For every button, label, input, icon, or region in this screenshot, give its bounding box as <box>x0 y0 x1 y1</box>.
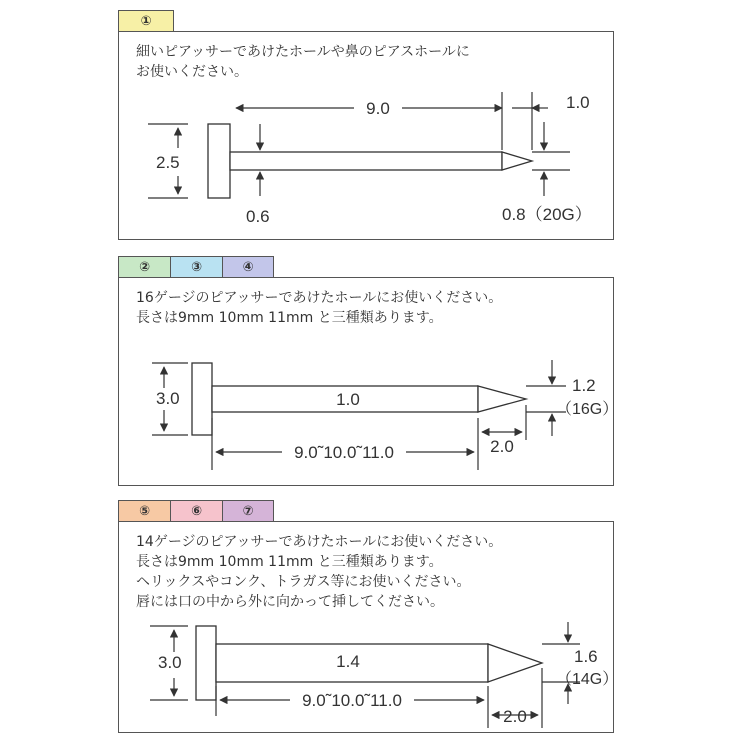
dim-tip: 0.8（20G） <box>502 205 592 224</box>
dim-tip: 1.6 <box>574 647 598 666</box>
tab-4: ④ <box>222 256 274 278</box>
dim-gauge: （16G） <box>556 401 619 418</box>
dim-tip-length: 2.0 <box>490 437 514 456</box>
tab-1: ① <box>118 10 174 32</box>
labret-20g-drawing <box>208 124 570 198</box>
dim-gauge: （14G） <box>556 671 619 688</box>
dim-tip: 1.2 <box>572 376 596 395</box>
tab-5: ⑤ <box>118 500 170 522</box>
labret-14g-drawing <box>196 626 542 700</box>
description-line: 長さは9mm 10mm 11mm と三種類あります。 <box>136 310 443 326</box>
description-line: 16ゲージのピアッサーであけたホールにお使いください。 <box>136 290 503 306</box>
tip-cone <box>488 644 542 682</box>
dim-length: 9.0˜10.0˜11.0 <box>294 443 394 462</box>
tip-cone <box>502 152 532 170</box>
description-line: お使いください。 <box>136 64 248 80</box>
dim-shaft: 1.4 <box>336 652 360 671</box>
dim-head: 3.0 <box>156 389 180 408</box>
description-line: 14ゲージのピアッサーであけたホールにお使いください。 <box>136 534 503 550</box>
description-line: ヘリックスやコンク、トラガス等にお使いください。 <box>136 574 471 590</box>
dim-shaft: 0.6 <box>246 207 270 226</box>
tab-7: ⑦ <box>222 500 274 522</box>
description-line: 細いピアッサーであけたホールや鼻のピアスホールに <box>136 44 470 60</box>
dim-length: 9.0 <box>366 99 390 118</box>
tab-6: ⑥ <box>170 500 222 522</box>
dim-head: 3.0 <box>158 653 182 672</box>
description-line: 長さは9mm 10mm 11mm と三種類あります。 <box>136 554 443 570</box>
dim-length: 9.0˜10.0˜11.0 <box>302 691 402 710</box>
tab-3: ③ <box>170 256 222 278</box>
dim-tip-length: 2.0 <box>503 707 527 726</box>
shaft <box>230 152 502 170</box>
dim-head: 2.5 <box>156 153 180 172</box>
tab-2: ② <box>118 256 170 278</box>
tip-cone <box>478 386 526 412</box>
head-disc <box>196 626 216 700</box>
dim-tip-length: 1.0 <box>566 93 590 112</box>
head-disc <box>208 124 230 198</box>
description-line: 唇には口の中から外に向かって挿してください。 <box>136 594 444 610</box>
dim-shaft: 1.0 <box>336 390 360 409</box>
head-disc <box>192 363 212 435</box>
